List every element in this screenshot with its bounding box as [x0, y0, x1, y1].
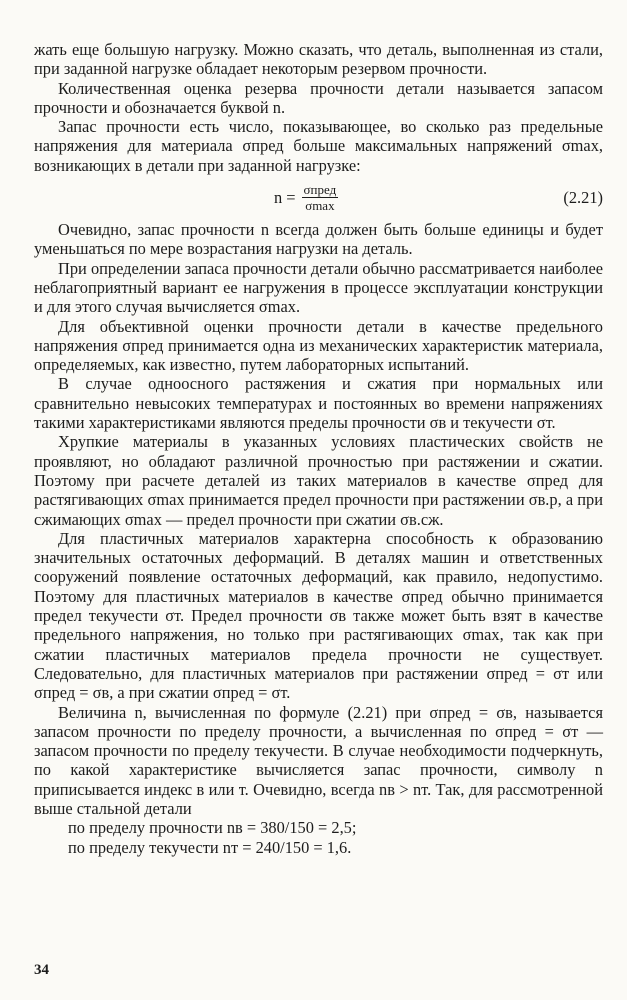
- paragraph: Количественная оценка резерва прочности детали называется запасом прочности и обозначается буквой n.: [34, 78, 603, 117]
- page-number: 34: [34, 962, 49, 978]
- body-text: [34, 40, 603, 857]
- paragraph: В случае одноосного растяжения и сжатия при нормальных или сравнительно невысоких температурах и постоянных во времени напряжениях такими характеристиками являются пределы прочности σв и текучести σт.: [34, 374, 603, 433]
- paragraph: Для объективной оценки прочности детали в качестве предельного напряжения σпред принимается одна из механических характеристик материала, определяемых, как известно, путем лабораторных испытаний.: [34, 316, 603, 375]
- results-list: [34, 818, 603, 857]
- paragraph: жать еще большую нагрузку. Можно сказать, что деталь, выполненная из стали, при заданной нагрузке обладает некоторым резервом прочности.: [34, 40, 603, 79]
- formula-lhs: n =: [274, 187, 296, 207]
- formula-2-21: [34, 178, 603, 218]
- result-line: по пределу прочности nв = 380/150 = 2,5;: [68, 818, 357, 838]
- paragraph: Величина n, вычисленная по формуле (2.21) при σпред = σв, называется запасом прочности по пределу прочности, а вычисленная по σпред = σт — запасом прочности по пределу текучести. В случае необходимости подчеркнуть, по какой характеристике вычисляется запас прочности, символу n приписывается индекс в или т. Очевидно, всегда nв > nт. Так, для рассмотренной выше стальной детали: [34, 702, 603, 818]
- formula-label: (2.21): [563, 188, 603, 208]
- paragraph: Для пластичных материалов характерна способность к образованию значительных остаточных деформаций. В деталях машин и ответственных сооружений появление остаточных деформаций, как правило, недопустимо. Поэтому для пластичных материалов в качестве σпред обычно принимается предел текучести σт. Предел прочности σв также может быть взят в качестве предельного напряжения, но только при растягивающих σmax, так как при сжатии пластичных материалов предела прочности не существует. Следовательно, для пластичных материалов при растяжении σпред = σт или σпред = σв, а при сжатии σпред = σт.: [34, 528, 603, 703]
- formula-expression: [274, 182, 338, 213]
- paragraph: Хрупкие материалы в указанных условиях пластических свойств не проявляют, но обладают различной прочностью при растяжении и сжатии. Поэтому при расчете деталей из таких материалов в качестве σпред для растягивающих σmax принимается предел прочности при растяжении σв.р, а при сжимающих σmax — предел прочности при сжатии σв.сж.: [34, 432, 603, 529]
- paragraph: При определении запаса прочности детали обычно рассматривается наиболее неблагоприятный вариант ее нагружения в процессе эксплуатации конструкции и для этого случая вычисляется σmax.: [34, 258, 603, 317]
- formula-denominator: σmax: [305, 198, 335, 214]
- result-line: по пределу текучести nт = 240/150 = 1,6.: [68, 837, 352, 857]
- formula-fraction: [302, 182, 339, 213]
- paragraph: Очевидно, запас прочности n всегда должен быть больше единицы и будет уменьшаться по мере возрастания нагрузки на деталь.: [34, 220, 603, 259]
- formula-numerator: σпред: [303, 182, 337, 198]
- paragraph: Запас прочности есть число, показывающее, во сколько раз предельные напряжения для материала σпред больше максимальных напряжений σmax, возникающих в детали при заданной нагрузке:: [34, 117, 603, 175]
